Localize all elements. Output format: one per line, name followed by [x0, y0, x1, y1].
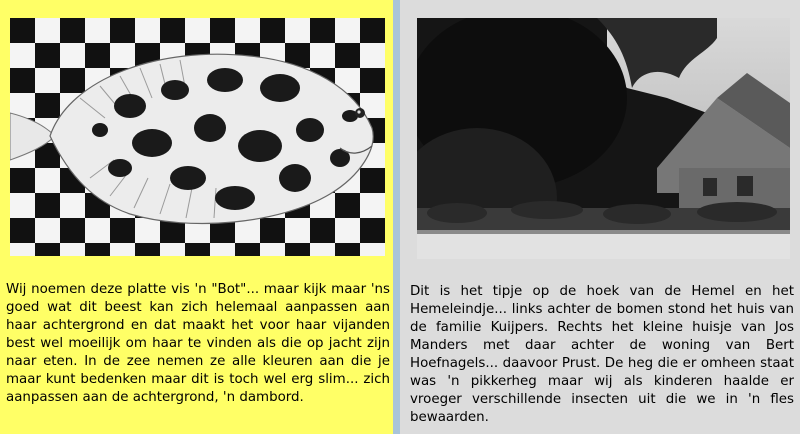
panel-divider [393, 0, 400, 434]
house-caption: Dit is het tipje op de hoek van de Hemel en het Hemeleindje... links achter de bomen stond het huis van de familie Kuijpers. Rechts het kleine huisje van Jos Manders met daar achter de woning van Bert Hoefnagels... daavoor Prust. De heg die er omheen staat was 'n pikkerheg maar wij als kinderen haalde er vroeger verschillende insecten uit die we in 'n fles bewaarden. [410, 284, 794, 425]
house-trees-image [417, 18, 790, 259]
house-trees-photo [417, 18, 790, 259]
flatfish-image [10, 18, 385, 256]
flatfish-photo [10, 18, 385, 256]
fish-caption: Wij noemen deze platte vis 'n "Bot"... maar kijk maar 'ns goed wat dit beest kan zich helemaal aanpassen aan haar achtergrond en dat maakt het voor haar vijanden best wel moeilijk om haar te vinden als die op jacht zijn naar eten. In de zee nemen ze alle kleuren aan die je maar kunt bedenken maar dit is toch wel erg slim... zich aanpassen aan de achtergrond, 'n dambord. [6, 282, 390, 405]
